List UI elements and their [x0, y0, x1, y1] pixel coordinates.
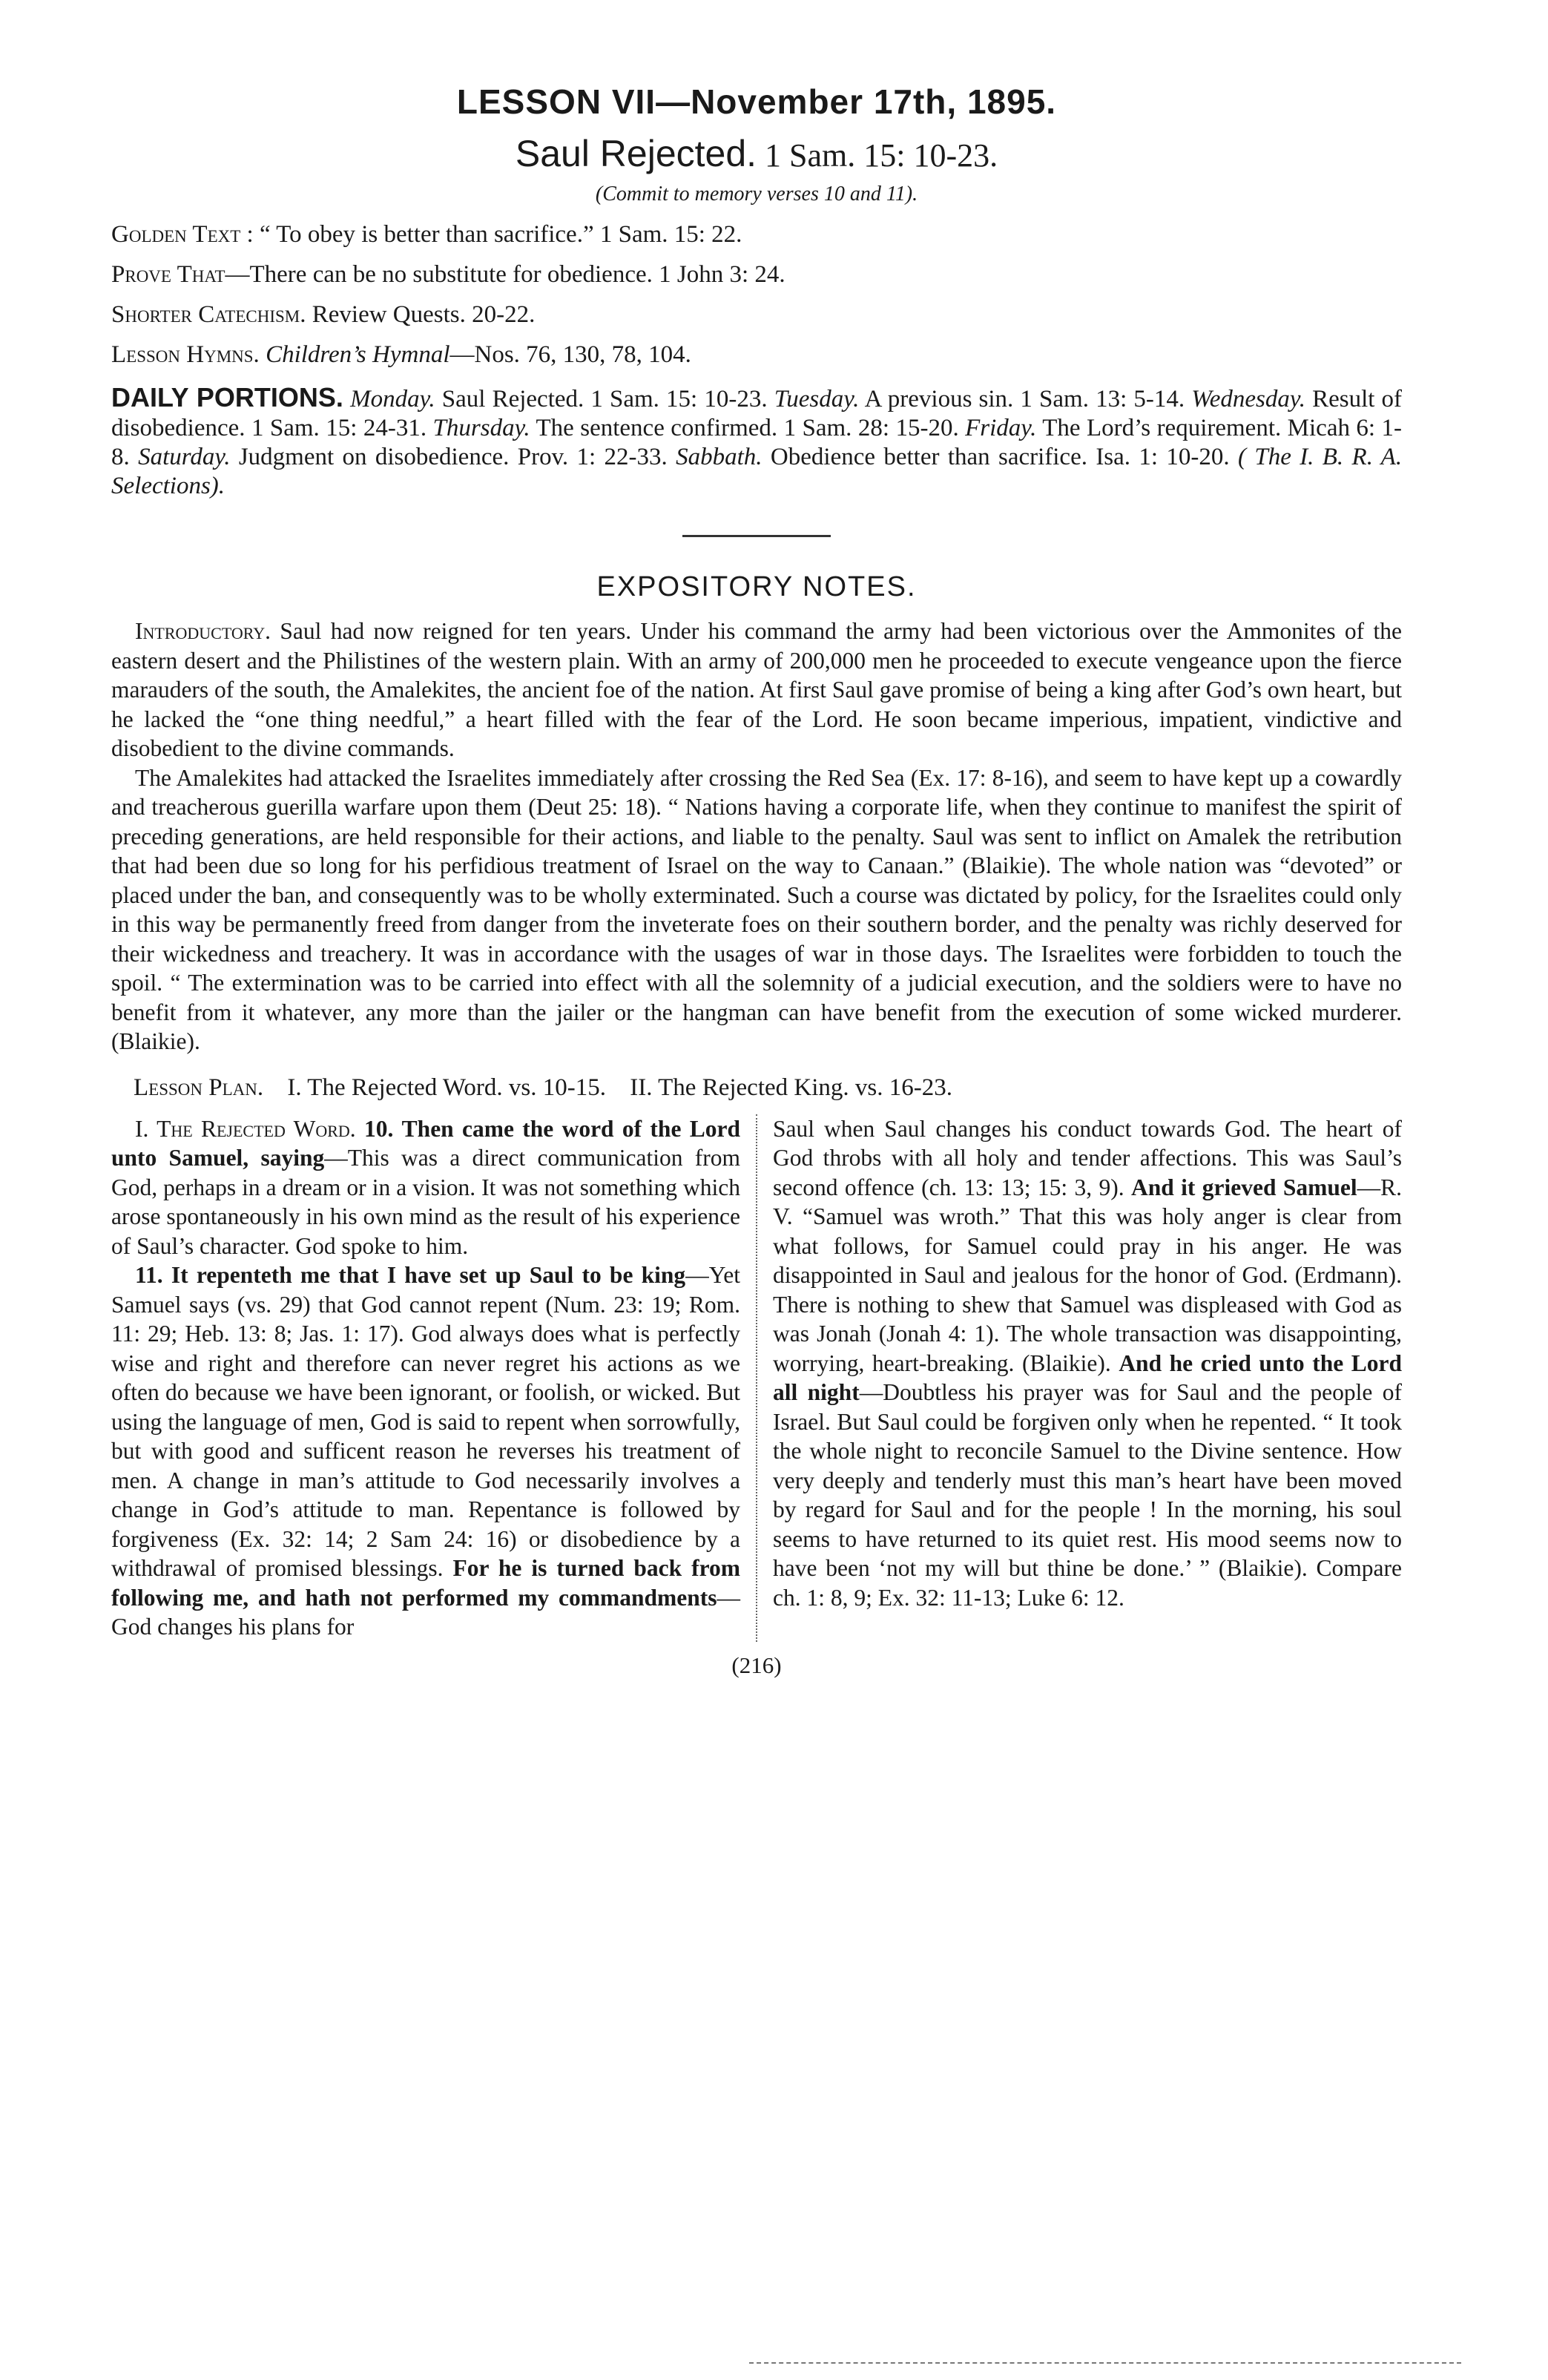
verse-10-text: —This was a direct communication from God, perhaps in a dream or in a vision. It was not something which arose spontaneously in his own mind as the result of his experience of Saul’s character. God spoke to him. — [111, 1145, 740, 1259]
shorter-catechism — [111, 297, 1402, 332]
memory-note: (Commit to memory verses 10 and 11). — [595, 183, 918, 206]
left-column — [111, 1114, 740, 1642]
verse-11-text-2: —God changes his plans for — [111, 1584, 740, 1640]
expository-notes-title: EXPOSITORY NOTES. — [596, 571, 917, 602]
right-text-3: —Doubtless his prayer was for Saul and the people of Israel. But Saul could be forgiven only when he repented. “ It took the whole night to reconcile Samuel to the Divine sentence. How very deeply and tenderly must this man’s heart have been moved by regard for Saul and for the people ! In the morning, his soul seems to have returned to its quiet rest. His mood seems now to have been ‘not my will but thine be done.’ ” (Blaikie). Compare ch. 1: 8, 9; Ex. 32: 11-13; Luke 6: 12. — [773, 1379, 1402, 1611]
day-saturday: Saturday. — [138, 444, 231, 470]
verse-10-quote: Then came the word of the Lord unto Samuel, saying — [111, 1115, 740, 1171]
right-column-text — [773, 1114, 1402, 1613]
selections-note: ( The I. B. R. A. Selections). — [111, 444, 1403, 499]
day-thursday-text: The sentence confirmed. 1 Sam. 28: 15-20. — [536, 415, 959, 441]
hymns-value: —Nos. 76, 130, 78, 104. — [449, 341, 691, 368]
day-friday-text: The Lord’s requirement. Micah 6: 1-8. — [111, 415, 1403, 470]
page-number: (216) — [731, 1651, 782, 1678]
section-heading-rejected-word: I. The Rejected Word. — [135, 1115, 356, 1142]
verse-11-quote-2: For he is turned back from following me, and hath not performed my commandments — [111, 1555, 740, 1611]
daily-portions — [111, 383, 1402, 501]
right-quote-2: And he cried unto the Lord all night — [773, 1350, 1402, 1405]
amalekites-paragraph: The Amalekites had attacked the Israelites immediately after crossing the Red Sea (Ex. 17: 8-16), and seem to have kept up a cowardly and treacherous guerilla warfare upon them (Deut 25: 18). “ Nations having a corporate life, when they continue to manifest the spirit of preceding generations, are held responsible for their actions, and liable to the penalty. Saul was sent to inflict on Amalek the retribution that had been due so long for his perfidious treatment of Israel on the way to Canaan.” (Blaikie). The whole nation was “devoted” or placed under the ban, and consequently was to be wholly exterminated. Such a course was dictated by policy, for the Israelites could only in this way be permanently freed from danger from the inveterate foes on their southern border, and the penalty was richly deserved for their wickedness and treachery. It was in accordance with the usages of war in those days. The Israelites were forbidden to touch the spoil. “ The extermination was to be carried into effect with all the solemnity of a judicial execution, and the soldiers were to have no benefit from it whatever, any more than the jailer or the hangman can have benefit from the execution of some wicked murderer. (Blaikie). — [111, 764, 1402, 1054]
day-sabbath: Sabbath. — [676, 444, 763, 470]
verse-11-quote: It repenteth me that I have set up Saul to be king — [171, 1262, 686, 1288]
prove-that — [111, 257, 1402, 292]
prove-that-value: —There can be no substitute for obedience. 1 John 3: 24. — [225, 261, 785, 288]
day-tuesday: Tuesday. — [774, 386, 860, 412]
verse-11-text: —Yet Samuel says (vs. 29) that God cannot repent (Num. 23: 19; Rom. 11: 29; Heb. 13: 8; Jas. 1: 17). God always does what is perfectly wise and right and therefore can never regret his actions as we often do because we have been ignorant, or foolish, or wicked. But using the language of men, God is said to repent when sorrowfully, but with good and sufficent reason he reverses his treatment of men. A change in man’s attitude to God necessarily involves a change in God’s attitude to man. Repentance is followed by forgiveness (Ex. 32: 14; 2 Sam 24: 16) or disobedience by a withdrawal of promised blessings. — [111, 1262, 741, 1581]
day-thursday: Thursday. — [432, 415, 530, 441]
lesson-title — [111, 132, 1402, 175]
right-text-1: Saul when Saul changes his conduct towards God. The heart of God throbs with all holy and tender affections. This was Saul’s second offence (ch. 13: 13; 15: 3, 9). — [773, 1115, 1402, 1200]
golden-text-label: Golden Text : — [111, 221, 254, 248]
verse-11-number: 11. — [135, 1262, 163, 1288]
right-quote-1: And it grieved Samuel — [1130, 1174, 1357, 1200]
daily-portions-heading: DAILY PORTIONS. — [111, 382, 343, 412]
column-divider — [756, 1114, 757, 1642]
right-text-2: —R. V. “Samuel was wroth.” That this was holy anger is clear from what follows, for Samuel could pray in his anger. He was disappointed in Saul and jealous for the honor of God. (Erdmann). There is nothing to shew that Samuel was displeased with God as was Jonah (Jonah 4: 1). The whole transaction was disappointing, worrying, heart-breaking. (Blaikie). — [773, 1174, 1402, 1376]
lesson-title-name: Saul Rejected. — [515, 133, 757, 174]
catechism-label: Shorter Catechism. — [111, 301, 306, 328]
hymns-label: Lesson Hymns. — [111, 341, 260, 368]
prove-that-label: Prove That — [111, 261, 225, 288]
lesson-plan-part-2: II. The Rejected King. vs. 16-23. — [630, 1074, 952, 1101]
two-column-notes — [111, 1114, 1402, 1642]
bottom-edge-mark — [749, 2362, 1461, 2364]
day-sabbath-text: Obedience better than sacrifice. Isa. 1: 10-20. — [770, 444, 1230, 470]
hymns-book: Children’s Hymnal — [266, 341, 450, 368]
day-monday-text: Saul Rejected. 1 Sam. 15: 10-23. — [441, 386, 768, 412]
page — [111, 82, 1402, 1679]
lesson-heading: LESSON VII—November 17th, 1895. — [456, 82, 1057, 121]
golden-text-value: “ To obey is better than sacrifice.” 1 Sam. 15: 22. — [259, 221, 742, 248]
catechism-value: Review Quests. 20-22. — [312, 301, 536, 328]
introductory-text: Saul had now reigned for ten years. Under his command the army had been victorious over the Ammonites of the eastern desert and the Philistines of the western plain. With an army of 200,000 men he proceeded to execute vengeance upon the fierce marauders of the south, the Amalekites, the ancient foe of the nation. At first Saul gave promise of being a king after God’s own heart, but he lacked the “one thing needful,” a heart filled with the fear of the Lord. He soon became imperious, impatient, vindictive and disobedient to the divine commands. — [111, 618, 1403, 761]
lesson-title-ref: 1 Sam. 15: 10-23. — [765, 137, 998, 174]
verse-11-note — [111, 1260, 740, 1642]
day-saturday-text: Judgment on disobedience. Prov. 1: 22-33. — [238, 444, 668, 470]
lesson-plan-part-1: I. The Rejected Word. vs. 10-15. — [287, 1074, 607, 1101]
verse-10-number: 10. — [363, 1115, 394, 1142]
section-divider — [682, 535, 831, 537]
day-wednesday-text: Result of disobedience. 1 Sam. 15: 24-31. — [111, 386, 1403, 441]
day-tuesday-text: A previous sin. 1 Sam. 13: 5-14. — [864, 386, 1185, 412]
lesson-plan — [134, 1071, 1402, 1104]
day-monday: Monday. — [350, 386, 435, 412]
introductory-label: Introductory. — [135, 618, 271, 644]
right-column — [773, 1114, 1402, 1642]
verse-10-note — [111, 1114, 740, 1261]
day-wednesday: Wednesday. — [1191, 386, 1305, 412]
introductory-paragraph — [111, 617, 1402, 763]
golden-text — [111, 217, 1402, 252]
lesson-plan-label: Lesson Plan. — [134, 1074, 264, 1101]
day-friday: Friday. — [965, 415, 1037, 441]
lesson-hymns — [111, 337, 1402, 372]
